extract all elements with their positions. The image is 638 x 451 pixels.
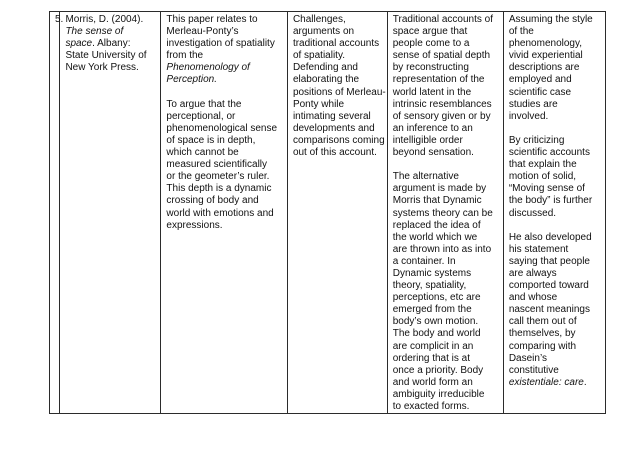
paragraph-gap (509, 220, 602, 232)
summary-line: crossing of body and (166, 195, 259, 207)
assuming-line: He also developed (508, 231, 592, 243)
assuming-line: his statement (508, 243, 569, 255)
assuming-line: themselves, by (508, 328, 576, 340)
traditional-line: argument is made by (392, 183, 487, 195)
challenges-line: intimating several (292, 110, 371, 122)
summary-line: To argue that the (166, 98, 242, 110)
assuming-line: involved. (508, 110, 549, 122)
challenges-line: arguments on (292, 26, 355, 38)
traditional-line: of sensory given or by (392, 110, 491, 122)
traditional-line: intrinsic resemblances (392, 98, 492, 110)
assuming-line: that explain the (508, 159, 577, 171)
traditional-line: intelligible order (392, 134, 463, 146)
challenges-line: Ponty while (292, 98, 345, 110)
summary-line: from the (166, 50, 204, 62)
traditional-line: are thrown into as into (392, 243, 492, 255)
summary-line-italic (166, 74, 284, 86)
assuming-line: nascent meanings (508, 304, 590, 316)
summary-line: perceptional, or (166, 110, 236, 122)
paragraph-gap (509, 123, 602, 135)
summary-line: expressions. (166, 219, 223, 231)
assuming-line: and whose (508, 292, 558, 304)
reference-title-part: The sense of (65, 26, 124, 38)
challenges-line: positions of Merleau- (292, 86, 386, 98)
challenges-line: out of this account. (292, 147, 377, 159)
assuming-line: scientific accounts (508, 147, 590, 159)
traditional-line: representation of the (392, 74, 485, 86)
challenges-line: of spatiality. (292, 50, 345, 62)
traditional-line: Morris that Dynamic (392, 195, 482, 207)
reference-title-italic: space (65, 38, 93, 50)
traditional-line: a container. In (392, 255, 456, 267)
traditional-line: body’s own motion. (392, 316, 479, 328)
row-number-cell (50, 12, 64, 414)
reference-title-line (65, 26, 157, 38)
assuming-line: of the (508, 26, 534, 38)
traditional-line: the world which we (392, 231, 478, 243)
traditional-line: an inference to an (392, 122, 473, 134)
traditional-line: theory, spatiality, (392, 280, 467, 292)
traditional-line: space argue that (392, 26, 468, 38)
reference-publisher-start: . Albany: (92, 38, 131, 50)
reference-cell (60, 12, 161, 414)
traditional-line: The alternative (392, 171, 459, 183)
summary-line: of space is in depth, (166, 134, 256, 146)
assuming-last-line (509, 377, 602, 389)
assuming-line: Assuming the style (508, 14, 593, 25)
assuming-line: By criticizing (508, 134, 565, 146)
traditional-line: sense of spatial depth (392, 50, 491, 62)
assuming-line: comparing with (508, 340, 577, 352)
assuming-line: vivid experiential (508, 50, 583, 62)
challenges-cell (287, 12, 387, 414)
traditional-line: beyond sensation. (392, 147, 474, 159)
summary-book-title: Phenomenology of (166, 62, 250, 74)
challenges-line: Defending and (292, 62, 358, 74)
existentiale-term: existentiale: care (508, 376, 584, 388)
traditional-accounts-cell (387, 12, 503, 414)
assuming-line: constitutive (508, 364, 559, 376)
traditional-line: The body and world (392, 328, 481, 340)
challenges-line: traditional accounts (292, 38, 380, 50)
summary-line: world with emotions and (166, 207, 274, 219)
assuming-line: are always (508, 267, 557, 279)
summary-line-italic (166, 62, 284, 74)
table-row (50, 12, 606, 414)
summary-line: phenomenological sense (166, 122, 278, 134)
assuming-line: employed and (508, 74, 572, 86)
traditional-line: people come to a (392, 38, 470, 50)
reference-line: New York Press. (65, 62, 139, 74)
summary-line: Merleau-Ponty’s (166, 26, 239, 38)
paragraph-gap (166, 87, 284, 99)
summary-line: This paper relates to (166, 14, 258, 25)
traditional-line: ordering that is at (392, 352, 471, 364)
challenges-line: Challenges, (292, 14, 346, 25)
traditional-line: systems theory can be (392, 207, 493, 219)
summary-line: or the geometer’s ruler. (166, 171, 270, 183)
summary-line: measured scientifically (166, 159, 268, 171)
summary-line: investigation of spatiality (166, 38, 275, 50)
literature-review-table (49, 11, 606, 414)
traditional-line: perceptions, etc are (392, 292, 481, 304)
traditional-line: and world form an (392, 376, 473, 388)
traditional-line: Dynamic systems (392, 267, 472, 279)
assuming-line: “Moving sense of (508, 183, 585, 195)
assuming-line: comported toward (508, 280, 589, 292)
traditional-line: by reconstructing (392, 62, 469, 74)
summary-line: This depth is a dynamic (166, 183, 272, 195)
reference-line: State University of (65, 50, 147, 62)
traditional-line: ambiguity irreducible (392, 388, 485, 400)
summary-line: which cannot be (166, 147, 239, 159)
assuming-style-cell (503, 12, 605, 414)
traditional-line: to exacted forms. (392, 401, 470, 412)
challenges-line: elaborating the (292, 74, 360, 86)
assuming-line: motion of solid, (508, 171, 577, 183)
assuming-line: saying that people (508, 255, 590, 267)
assuming-line: studies are (508, 98, 558, 110)
paragraph-gap (393, 159, 500, 171)
reference-line: Morris, D. (2004). (65, 14, 144, 25)
assuming-line: Dasein’s (508, 352, 547, 364)
assuming-line: call them out of (508, 316, 577, 328)
assuming-line: phenomenology, (508, 38, 583, 50)
assuming-line: descriptions are (508, 62, 580, 74)
assuming-period: . (583, 376, 587, 388)
summary-cell (161, 12, 288, 414)
traditional-line: once a priority. Body (392, 364, 484, 376)
assuming-line: scientific case (508, 86, 572, 98)
row-number: 5. (55, 14, 64, 25)
assuming-line: the body” is further (508, 195, 593, 207)
challenges-line: comparisons coming (292, 134, 385, 146)
traditional-line: replaced the idea of (392, 219, 481, 231)
challenges-line: developments and (292, 122, 375, 134)
summary-book-title: Perception. (166, 74, 218, 86)
reference-title-end-line (65, 38, 157, 50)
traditional-line: emerged from the (392, 304, 472, 316)
traditional-line: are complicit in an (392, 340, 474, 352)
traditional-line: world latent in the (392, 86, 472, 98)
assuming-line: discussed. (508, 207, 557, 219)
traditional-line: Traditional accounts of (392, 14, 493, 25)
